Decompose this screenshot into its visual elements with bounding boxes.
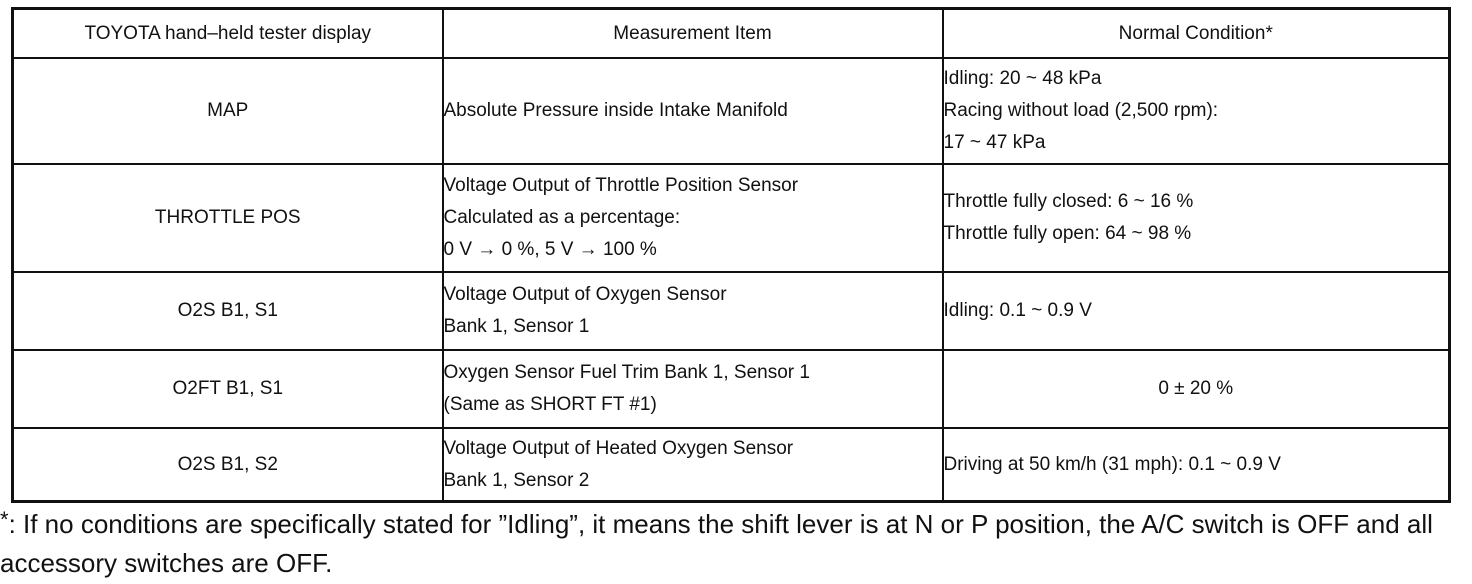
condition-line: Idling: 0.1 ~ 0.9 V (943, 300, 1092, 321)
table-row (13, 58, 1450, 164)
item-line: Oxygen Sensor Fuel Trim Bank 1, Sensor 1 (443, 362, 810, 383)
normal-condition-cell (943, 428, 1450, 502)
normal-condition-cell (943, 58, 1450, 164)
item-line: Calculated as a percentage: (443, 207, 681, 228)
item-line: (Same as SHORT FT #1) (443, 394, 657, 415)
condition-line: Throttle fully open: 64 ~ 98 % (943, 223, 1192, 244)
normal-condition-cell (943, 164, 1450, 272)
display-cell: O2S B1, S2 (13, 428, 443, 502)
item-line: 0 V → 0 %, 5 V → 100 % (443, 239, 657, 260)
display-cell: MAP (13, 58, 443, 164)
display-cell: O2S B1, S1 (13, 272, 443, 350)
diagnostic-data-table (11, 7, 1451, 503)
item-line: Voltage Output of Oxygen Sensor (443, 284, 727, 305)
normal-condition-cell (943, 350, 1450, 428)
table-row (13, 350, 1450, 428)
display-cell: O2FT B1, S1 (13, 350, 443, 428)
header-measurement-item: Measurement Item (443, 9, 943, 59)
item-line: Bank 1, Sensor 2 (443, 469, 590, 491)
item-line: Bank 1, Sensor 1 (443, 316, 590, 337)
condition-line: Racing without load (2,500 rpm): (943, 100, 1219, 121)
table-header-row (13, 9, 1450, 59)
condition-line: 0 ± 20 % (1158, 378, 1234, 399)
measurement-item-cell (443, 58, 943, 164)
measurement-item-cell (443, 428, 943, 502)
display-cell: THROTTLE POS (13, 164, 443, 272)
normal-condition-cell (943, 272, 1450, 350)
condition-line: Throttle fully closed: 6 ~ 16 % (943, 191, 1194, 212)
measurement-item-cell (443, 164, 943, 272)
condition-line: Idling: 20 ~ 48 kPa (943, 68, 1102, 89)
table-row (13, 428, 1450, 502)
header-normal-condition: Normal Condition* (943, 9, 1450, 59)
measurement-item-cell (443, 272, 943, 350)
item-line: Absolute Pressure inside Intake Manifold (443, 100, 788, 121)
footnote (0, 500, 1460, 583)
document-page (11, 7, 1448, 503)
item-line: Voltage Output of Heated Oxygen Sensor (443, 437, 794, 459)
table-row (13, 164, 1450, 272)
footnote-marker: * (0, 507, 9, 532)
condition-line: Driving at 50 km/h (31 mph): 0.1 ~ 0.9 V (943, 453, 1281, 475)
condition-line: 17 ~ 47 kPa (943, 132, 1046, 153)
measurement-item-cell (443, 350, 943, 428)
footnote-text: : If no conditions are specifically stated for ”Idling”, it means the shift lever is at N or P position, the A/C switch is OFF and all accessory switches are OFF. (0, 509, 1433, 578)
item-line: Voltage Output of Throttle Position Sensor (443, 175, 799, 196)
header-tester-display: TOYOTA hand–held tester display (13, 9, 443, 59)
table-row (13, 272, 1450, 350)
